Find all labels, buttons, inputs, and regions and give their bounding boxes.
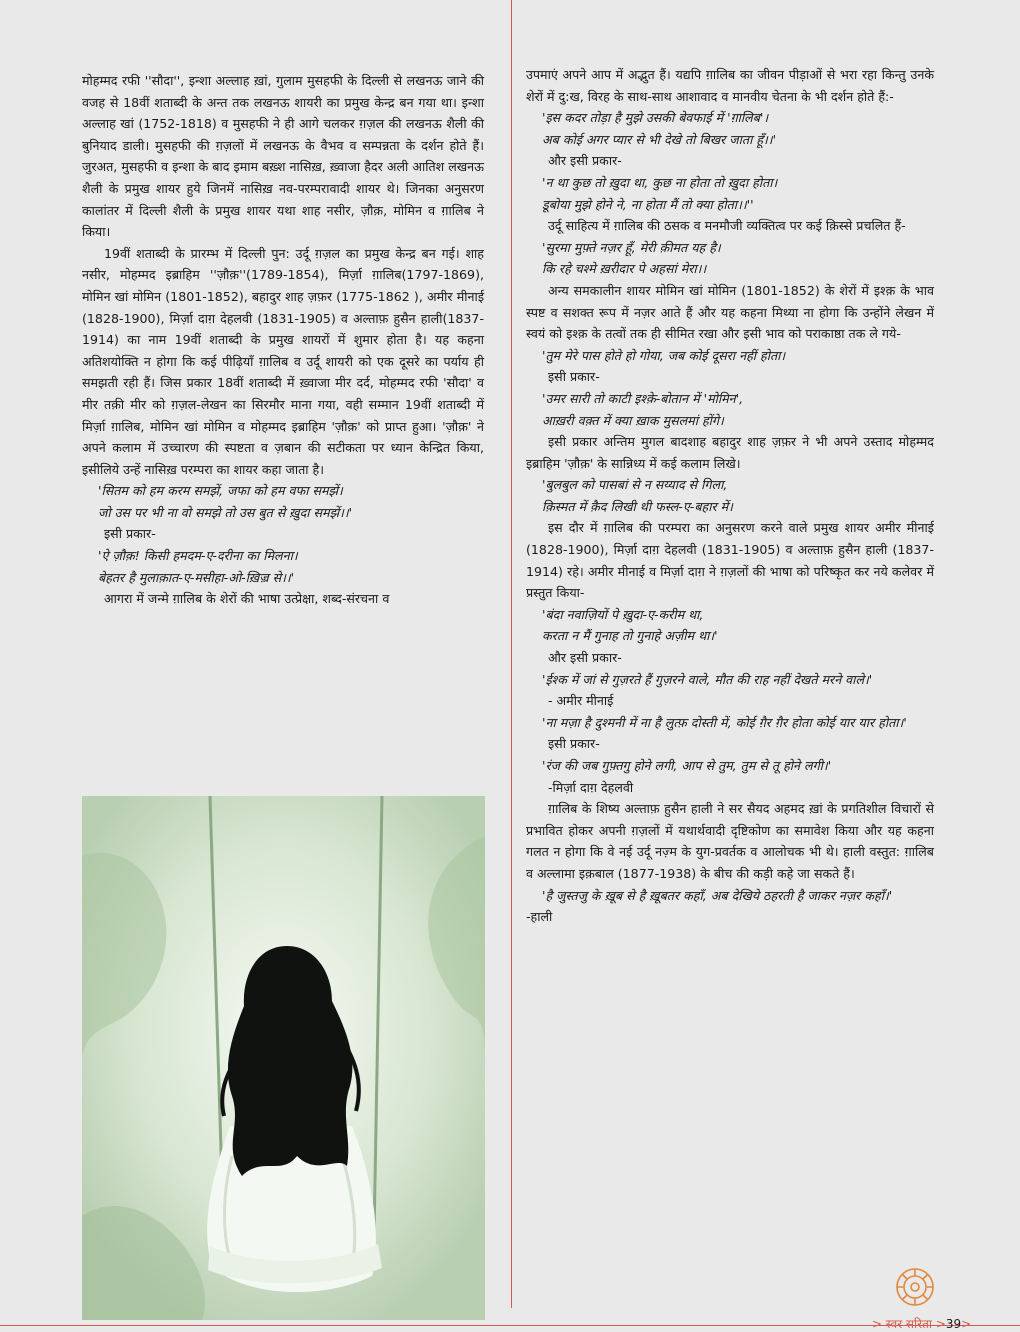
paragraph: 19वीं शताब्दी के प्रारम्भ में दिल्ली पुन: उर्दू ग़ज़ल का प्रमुख केन्द्र बन गई। शाह नसीर, मोहम्मद इब्राहिम ''ज़ौक़''(1789-1854), मिर्ज़ा ग़ालिब(1797-1869), मोमिन खां मोमिन (1801-1852), बहादुर शाह ज़फ़र (1775-1862 ), अमीर मीनाई (1828-1900), मिर्ज़ा दाग़ देहलवी (1831-1905) व अल्ताफ़ हुसैन हाली(1837-1914) का नाम 19वीं शताब्दी के प्रमुख शायरों में शुमार होता है। यह कहना अतिशयोक्ति न होगा कि कई पीढ़ियाँ ग़ालिब व उर्दू शायरी को एक दूसरे का पर्याय ही समझती रही हैं। जिस प्रकार 18वीं शताब्दी में ख़्वाजा मीर दर्द, मोहम्मद रफी 'सौदा' व मीर तक़ी मीर को ग़ज़ल-लेखन का सिरमौर माना गया, वही सम्मान 19वीं शताब्दी में मिर्ज़ा ग़ालिब, मोमिन खां मोमिन व मोहम्मद इब्राहिम 'ज़ौक़' को प्राप्त हुआ। 'ज़ौक़' ने अपने कलाम में उच्चारण की स्पष्टता व ज़बान की सटीकता पर ध्यान केन्द्रित किया, इसीलिये उन्हें नासिख़ परम्परा का शायर कहा जाता है। xyxy=(82,245,484,477)
transition-text: इसी प्रकार- xyxy=(548,736,600,752)
verse-line: 'रंज की जब गुफ़्तगु होने लगी, आप से तुम, तुम से तू होने लगी।' xyxy=(542,758,832,773)
verse-line: जो उस पर भी ना वो समझे तो उस बुत से ख़ुदा समझें।।' xyxy=(98,504,353,520)
paragraph: उपमाएं अपने आप में अद्भुत हैं। यद्यपि ग़ालिब का जीवन पीड़ाओं से भरा रहा किन्तु उनके शेरों में दु:ख, विरह के साथ-साथ आशावाद व मानवीय चेतना के भी दर्शन होते हैं:- xyxy=(526,67,934,104)
verse-line: कि रहे चश्मे ख़रीदार पे अहसां मेरा।। xyxy=(542,261,707,277)
poet-attribution: -मिर्ज़ा दाग़ देहलवी xyxy=(548,779,634,795)
verse-line: करता न मैं गुनाह तो गुनाहे अज़ीम था।' xyxy=(542,628,718,644)
verse-line: 'ऐ ज़ौक़! किसी हमदम-ए-दरीना का मिलना। xyxy=(98,548,298,564)
verse-line: 'बंदा नवाज़ियों पे ख़ुदा-ए-करीम था, xyxy=(542,606,704,622)
transition-text: इसी प्रकार- xyxy=(548,369,600,385)
poet-attribution: - अमीर मीनाई xyxy=(548,693,614,709)
medallion-icon xyxy=(894,1266,936,1312)
poet-attribution: -हाली xyxy=(526,909,553,925)
right-column xyxy=(526,64,934,928)
verse-line: 'बुलबुल को पासबां से न सय्याद से गिला, xyxy=(542,477,728,493)
page-number: 39 xyxy=(945,1317,962,1331)
paragraph: मोहम्मद रफी ''सौदा'', इन्शा अल्लाह ख़ां, गुलाम मुसहफी के दिल्ली से लखनऊ जाने की वजह से 18वीं शताब्दी के अन्त तक लखनऊ शायरी का प्रमुख केन्द्र बन गया था। इन्शा अल्लाह खां (1752-1818) व मुसहफी ने ही आगे चलकर ग़ज़ल की लखनऊ शैली की बुनियाद डाली। मुसहफी की ग़ज़लों में लखनऊ के वैभव व सम्पन्नता के दर्शन होते हैं। जुरअत, मुसहफी व इन्शा के बाद इमाम बख़्श नासिख़, ख़्वाजा हैदर अली आतिश लखनऊ शैली के प्रमुख शायर हुये जिनमें नासिख़ नव-परम्परावादी शायर थे। जिनका अनुसरण कालांतर में दिल्ली शैली के प्रमुख शायर यथा शाह नसीर, ज़ौक़, मोमिन व ग़ालिब ने किया। xyxy=(82,73,484,240)
paragraph: इसी प्रकार अन्तिम मुगल बादशाह बहादुर शाह ज़फ़र ने भी अपने उस्ताद मोहम्मद इब्राहिम 'ज़ौक़' के सान्निध्य में कई कलाम लिखे। xyxy=(526,434,934,471)
swing-illustration xyxy=(82,796,485,1320)
footer-page-label xyxy=(872,1315,971,1332)
verse-line: 'इस कदर तोड़ा है मुझे उसकी बेवफाई में 'ग़ालिब'। xyxy=(542,110,769,126)
swing-girl-photo xyxy=(82,796,485,1320)
paragraph: ग़ालिब के शिष्य अल्ताफ़ हुसैन हाली ने सर सैयद अहमद ख़ां के प्रगतिशील विचारों से प्रभावित होकर अपनी ग़ज़लों में यथार्थवादी दृष्टिकोण का समावेश किया और यह कहना गलत न होगा कि वे नई उर्दू नज़्म के युग-प्रवर्तक व आलोचक भी थे। हाली वस्तुत: ग़ालिब व अल्लामा इक़बाल (1877-1938) के बीच की कड़ी कहे जा सकते हैं। xyxy=(526,801,934,881)
verse-line: बेहतर है मुलाक़ात-ए-मसीहा-ओ-ख़िज़्र से।।' xyxy=(98,569,295,585)
verse-line: 'ना मज़ा है दुश्मनी में ना है लुत्फ़ दोस्ती में, कोई ग़ैर ग़ैर होता कोई यार यार होता।' xyxy=(542,714,907,730)
transition-text: इसी प्रकार- xyxy=(104,526,156,542)
verse-line: 'सितम को हम करम समझें, जफा को हम वफा समझें। xyxy=(98,483,343,499)
column-divider xyxy=(511,0,512,1308)
left-column xyxy=(82,70,484,610)
paragraph: आगरा में जन्मे ग़ालिब के शेरों की भाषा उत्प्रेक्षा, शब्द-संरचना व xyxy=(104,591,390,607)
verse-line: आख़री वक़्त में क्या ख़ाक मुसलमां होंगे। xyxy=(542,412,724,428)
paragraph: उर्दू साहित्य में ग़ालिब की ठसक व मनमौजी व्यक्तित्व पर कई क़िस्से प्रचलित हैं- xyxy=(548,218,906,234)
footer-rule xyxy=(0,1325,1020,1326)
verse-line: 'उमर सारी तो काटी इश्क़े-बोतान में 'मोमिन', xyxy=(542,390,744,406)
verse-line: डूबोया मुझे होने ने, ना होता मैं तो क्या होता।।'' xyxy=(542,196,754,212)
verse-line: 'ईश्क में जां से गुज़रते हैं गुज़रने वाले, मौत की राह नहीं देखते मरने वाले।' xyxy=(542,671,873,687)
footer-arrow: > xyxy=(961,1317,972,1331)
verse-line: 'सुरमा मुफ़्ते नज़र हूँ, मेरी क़ीमत यह है। xyxy=(542,239,721,255)
verse-line: 'तुम मेरे पास होते हो गोया, जब कोई दूसरा नहीं होता। xyxy=(542,347,786,363)
paragraph: अन्य समकालीन शायर मोमिन खां मोमिन (1801-1852) के शेरों में इश्क़ के भाव स्पष्ट व सशक्त रूप में नज़र आते हैं और यह कहना मिथ्या ना होगा कि उन्होंने लेखन में स्वयं को इश्क़ के तत्वों तक ही सीमित रखा और इसी भाव को पराकाष्ठा तक ले गये- xyxy=(526,282,934,342)
verse-line: 'है जुस्तजु के ख़ूब से है ख़ूबतर कहाँ, अब देखिये ठहरती है जाकर नज़र कहाँ।' xyxy=(542,887,893,903)
verse-line: क़िस्मत में क़ैद लिखी थी फस्ल-ए-बहार में। xyxy=(542,498,733,514)
magazine-name: > स्वर सरिता > xyxy=(872,1317,946,1331)
verse-line: 'न था कुछ तो ख़ुदा था, कुछ ना होता तो ख़ुदा होता। xyxy=(542,174,778,190)
transition-text: और इसी प्रकार- xyxy=(548,153,622,169)
transition-text: और इसी प्रकार- xyxy=(548,650,622,666)
verse-line: अब कोई अगर प्यार से भी देखे तो बिखर जाता हूँ।।' xyxy=(542,131,777,147)
paragraph: इस दौर में ग़ालिब की परम्परा का अनुसरण करने वाले प्रमुख शायर अमीर मीनाई (1828-1900), मिर्ज़ा दाग़ देहलवी (1831-1905) व अल्ताफ़ हुसैन हाली (1837-1914) रहे। अमीर मीनाई व मिर्ज़ा दाग़ ने ग़ज़लों की भाषा को परिष्कृत कर नये कलेवर में प्रस्तुत किया- xyxy=(526,520,934,601)
